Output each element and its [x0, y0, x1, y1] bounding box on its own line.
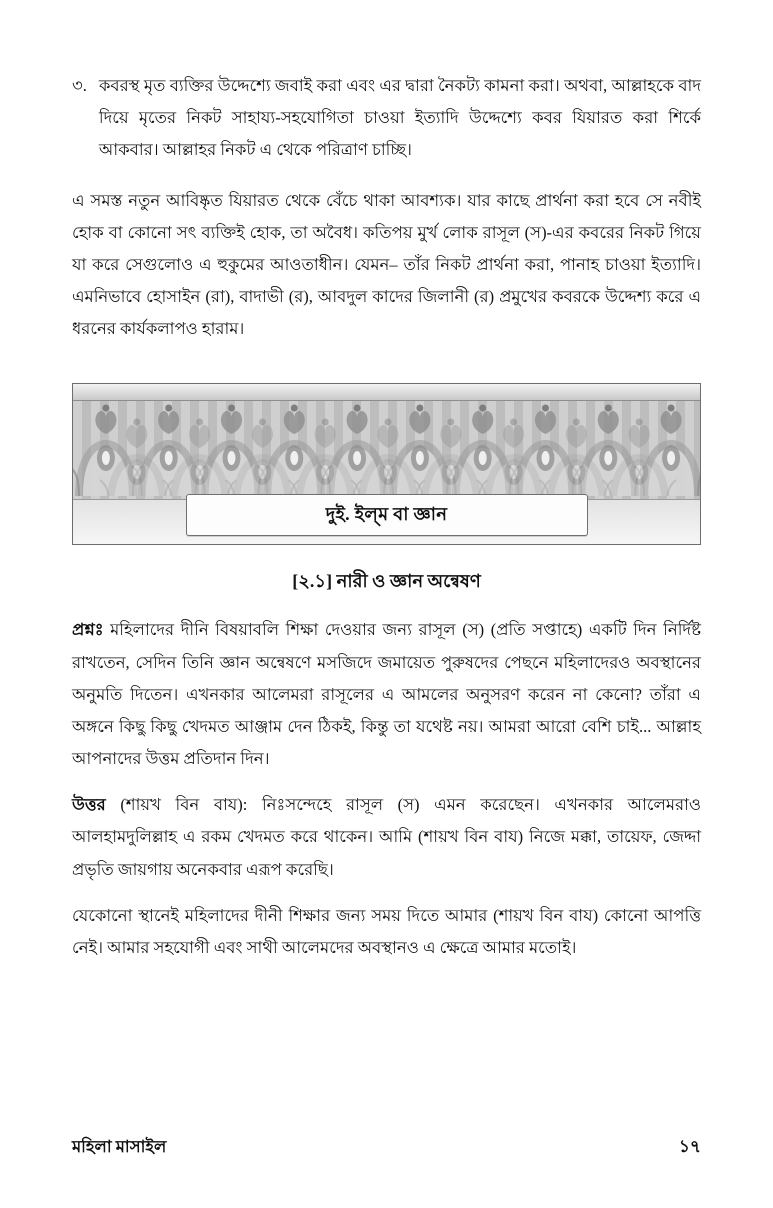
answer-label: উত্তর: [72, 795, 106, 815]
chapter-banner: [72, 383, 701, 545]
question-block: [72, 614, 701, 775]
banner-top-band: [73, 384, 700, 401]
list-item-number: ৩.: [72, 76, 87, 95]
question-label: প্রশ্নঃ: [72, 620, 104, 640]
section-heading: [২.১] নারী ও জ্ঞান অন্বেষণ: [292, 571, 481, 592]
chapter-title: দুই. ইল্‌ম বা জ্ঞান: [325, 503, 448, 524]
footer-page-number: ১৭: [678, 1137, 701, 1156]
question-text: মহিলাদের দীনি বিষয়াবলি শিক্ষা দেওয়ার জন্য রাসূল (স) (প্রতি সপ্তাহে) একটি দিন নির্দিষ্ট রাখতেন, সেদিন তিনি জ্ঞান অন্বেষণে মসজিদে জমায়েত পুরুষদের পেছনে মহিলাদেরও অবস্থানের অনুমতি দিতেন। এখনকার আলেমরা রাসূলের এ আমলের অনুসরণ করেন না কেনো? তাঁরা এ অঙ্গনে কিছু কিছু খেদমত আঞ্জাম দেন ঠিকই, কিন্তু তা যথেষ্ট নয়। আমরা আরো বেশি চাই... আল্লাহ আপনাদের উত্তম প্রতিদান দিন।: [72, 620, 701, 769]
paragraph-after-list: এ সমস্ত নতুন আবিষ্কৃত যিয়ারত থেকে বেঁচে থাকা আবশ্যক। যার কাছে প্রার্থনা করা হবে সে নবীই হোক বা কোনো সৎ ব্যক্তিই হোক, তা অবৈধ। কতিপয় মুর্খ লোক রাসূল (স)-এর কবরের নিকট গিয়ে যা করে সেগুলোও এ হুকুমের আওতাধীন। যেমন– তাঁর নিকট প্রার্থনা করা, পানাহ চাওয়া ইত্যাদি। এমনিভাবে হোসাইন (রা), বাদাভী (র), আবদুল কাদের জিলানী (র) প্রমুখের কবরকে উদ্দেশ্য করে এ ধরনের কার্যকলাপও হারাম।: [72, 190, 701, 339]
answer-text: (শায়খ বিন বায): নিঃসন্দেহে রাসূল (স) এমন করেছেন। এখনকার আলেমরাও আলহামদুলিল্লাহ এ রকম খেদমত করে থাকেন। আমি (শায়খ বিন বায) নিজে মক্কা, তায়েফ, জেদ্দা প্রভৃতি জায়গায় অনেকবার এরূপ করেছি।: [72, 795, 701, 879]
banner-ornament: [73, 400, 700, 496]
closing-paragraph: যেকোনো স্থানেই মহিলাদের দীনী শিক্ষার জন্য সময় দিতে আমার (শায়খ বিন বায) কোনো আপত্তি নেই। আমার সহযোগী এবং সাথী আলেমদের অবস্থানও এ ক্ষেত্রে আমার মতোই।: [72, 905, 701, 957]
page-footer: [72, 1134, 701, 1162]
answer-block: [72, 789, 701, 886]
list-item-text: কবরস্থ মৃত ব্যক্তির উদ্দেশ্যে জবাই করা এবং এর দ্বারা নৈকট্য কামনা করা। অথবা, আল্লাহকে বাদ দিয়ে মৃতের নিকট সাহায্য-সহযোগিতা চাওয়া ইত্যাদি উদ্দেশ্যে কবর যিয়ারত করা শিৰ্কে আকবার। আল্লাহর নিকট এ থেকে পরিত্রাণ চাচ্ছি।: [98, 76, 701, 160]
chapter-title-box: [186, 494, 588, 536]
footer-book-title: মহিলা মাসাইল: [72, 1137, 167, 1156]
list-item: [72, 70, 701, 167]
